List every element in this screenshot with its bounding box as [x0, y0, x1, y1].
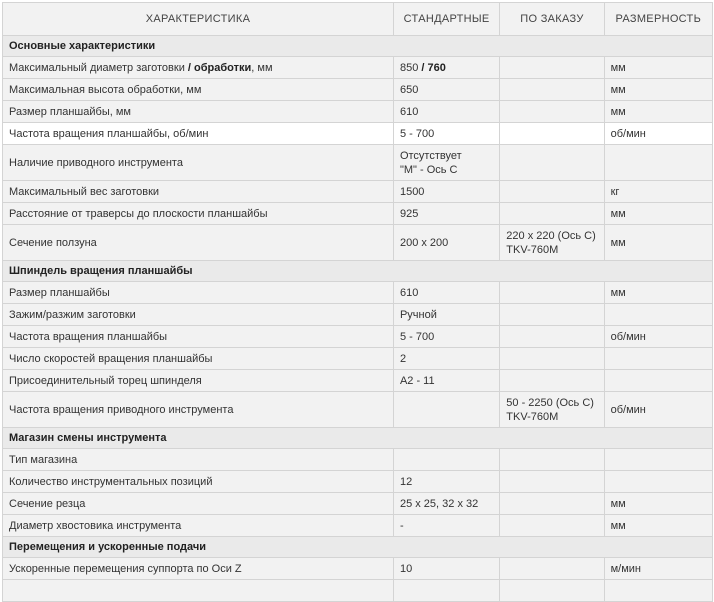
cell-characteristic [3, 57, 394, 79]
table-row-hovered [3, 123, 713, 145]
cell-characteristic: Ускоренные перемещения суппорта по Оси Z [3, 558, 394, 580]
table-row [3, 282, 713, 304]
cell-standard: 1500 [393, 181, 499, 203]
cell-characteristic: Частота вращения планшайбы [3, 326, 394, 348]
cell-standard: 12 [393, 471, 499, 493]
cell-standard: 610 [393, 101, 499, 123]
cell-unit: мм [604, 515, 712, 537]
cell-standard [393, 449, 499, 471]
cell-characteristic: Частота вращения планшайбы, об/мин [3, 123, 394, 145]
cell-characteristic: Количество инструментальных позиций [3, 471, 394, 493]
cell-unit [604, 348, 712, 370]
table-row [3, 101, 713, 123]
cell-unit: об/мин [604, 326, 712, 348]
cell-characteristic: Тип магазина [3, 449, 394, 471]
cell-text: 850 [399, 61, 422, 74]
table-row [3, 558, 713, 580]
cell-characteristic: Сечение ползуна [3, 225, 394, 261]
cell-unit: мм [604, 79, 712, 101]
cell-line: "M" - Ось С [399, 163, 458, 176]
table-row [3, 225, 713, 261]
cell-standard [393, 580, 499, 602]
cell-standard: Ручной [393, 304, 499, 326]
cell-on-order [500, 326, 604, 348]
header-on-order: ПО ЗАКАЗУ [500, 3, 604, 36]
cell-standard: 5 - 700 [393, 123, 499, 145]
cell-standard: 5 - 700 [393, 326, 499, 348]
table-row [3, 203, 713, 225]
section-header [3, 261, 713, 282]
cell-unit: мм [604, 101, 712, 123]
cell-on-order [500, 493, 604, 515]
cell-standard: - [393, 515, 499, 537]
cell-on-order [500, 123, 604, 145]
table-row [3, 181, 713, 203]
cell-on-order [500, 304, 604, 326]
cell-line: 220 x 220 (Ось С) [506, 229, 596, 242]
cell-unit: кг [604, 181, 712, 203]
cell-standard: 610 [393, 282, 499, 304]
cell-unit: мм [604, 57, 712, 79]
cell-characteristic: Расстояние от траверсы до плоскости планшайбы [3, 203, 394, 225]
cell-unit: об/мин [604, 123, 712, 145]
cell-unit: об/мин [604, 392, 712, 428]
section-title: Перемещения и ускоренные подачи [3, 537, 713, 558]
cell-unit [604, 145, 712, 181]
cell-standard [393, 145, 499, 181]
cell-characteristic: Присоединительный торец шпинделя [3, 370, 394, 392]
table-row [3, 304, 713, 326]
cell-standard: 650 [393, 79, 499, 101]
table-row [3, 326, 713, 348]
table-row [3, 57, 713, 79]
header-unit: РАЗМЕРНОСТЬ [604, 3, 712, 36]
cell-characteristic: Размер планшайбы [3, 282, 394, 304]
cell-unit [604, 471, 712, 493]
table-row [3, 392, 713, 428]
cell-standard: 25 x 25, 32 x 32 [393, 493, 499, 515]
cell-line: 50 - 2250 (Ось С) [506, 396, 594, 409]
cell-characteristic: Число скоростей вращения планшайбы [3, 348, 394, 370]
cell-standard: A2 - 11 [393, 370, 499, 392]
cell-characteristic: Диаметр хвостовика инструмента [3, 515, 394, 537]
cell-unit: мм [604, 225, 712, 261]
cell-characteristic: Наличие приводного инструмента [3, 145, 394, 181]
cell-text-bold: / обработки [187, 61, 252, 74]
section-header [3, 428, 713, 449]
cell-on-order [500, 282, 604, 304]
cell-on-order [500, 558, 604, 580]
cell-on-order [500, 392, 604, 428]
header-characteristic: ХАРАКТЕРИСТИКА [3, 3, 394, 36]
table-row [3, 79, 713, 101]
table-header-row [3, 3, 713, 36]
cell-unit: мм [604, 282, 712, 304]
cell-standard: 2 [393, 348, 499, 370]
cell-on-order [500, 225, 604, 261]
table-row [3, 515, 713, 537]
cell-unit: м/мин [604, 558, 712, 580]
cell-on-order [500, 580, 604, 602]
cell-characteristic: Сечение резца [3, 493, 394, 515]
section-header [3, 36, 713, 57]
cell-unit [604, 304, 712, 326]
cell-on-order [500, 348, 604, 370]
cell-characteristic: Зажим/разжим заготовки [3, 304, 394, 326]
cell-on-order [500, 79, 604, 101]
cell-on-order [500, 57, 604, 79]
section-header [3, 537, 713, 558]
table-row [3, 145, 713, 181]
cell-standard [393, 392, 499, 428]
cell-unit [604, 580, 712, 602]
cell-on-order [500, 449, 604, 471]
section-title: Основные характеристики [3, 36, 713, 57]
section-title: Магазин смены инструмента [3, 428, 713, 449]
cell-characteristic [3, 580, 394, 602]
cell-unit [604, 449, 712, 471]
cell-standard: 925 [393, 203, 499, 225]
cell-on-order [500, 515, 604, 537]
specifications-table [2, 2, 713, 602]
cell-standard: 10 [393, 558, 499, 580]
cell-text: , мм [251, 61, 273, 74]
table-row [3, 580, 713, 602]
cell-line: Отсутствует [399, 149, 462, 162]
cell-on-order [500, 101, 604, 123]
table-row [3, 449, 713, 471]
cell-standard: 200 x 200 [393, 225, 499, 261]
table-row [3, 370, 713, 392]
cell-on-order [500, 203, 604, 225]
cell-text-bold: / 760 [421, 61, 446, 74]
table-row [3, 471, 713, 493]
cell-unit: мм [604, 493, 712, 515]
cell-standard [393, 57, 499, 79]
cell-text: Максимальный диаметр заготовки [9, 61, 188, 74]
cell-characteristic: Максимальная высота обработки, мм [3, 79, 394, 101]
cell-on-order [500, 145, 604, 181]
cell-unit [604, 370, 712, 392]
table-row [3, 348, 713, 370]
cell-line: TKV-760M [506, 410, 559, 423]
cell-characteristic: Размер планшайбы, мм [3, 101, 394, 123]
cell-on-order [500, 181, 604, 203]
table-row [3, 493, 713, 515]
header-standard: СТАНДАРТНЫЕ [393, 3, 499, 36]
section-title: Шпиндель вращения планшайбы [3, 261, 713, 282]
cell-line: TKV-760M [506, 243, 559, 256]
cell-characteristic: Максимальный вес заготовки [3, 181, 394, 203]
cell-characteristic: Частота вращения приводного инструмента [3, 392, 394, 428]
cell-unit: мм [604, 203, 712, 225]
cell-on-order [500, 370, 604, 392]
cell-on-order [500, 471, 604, 493]
